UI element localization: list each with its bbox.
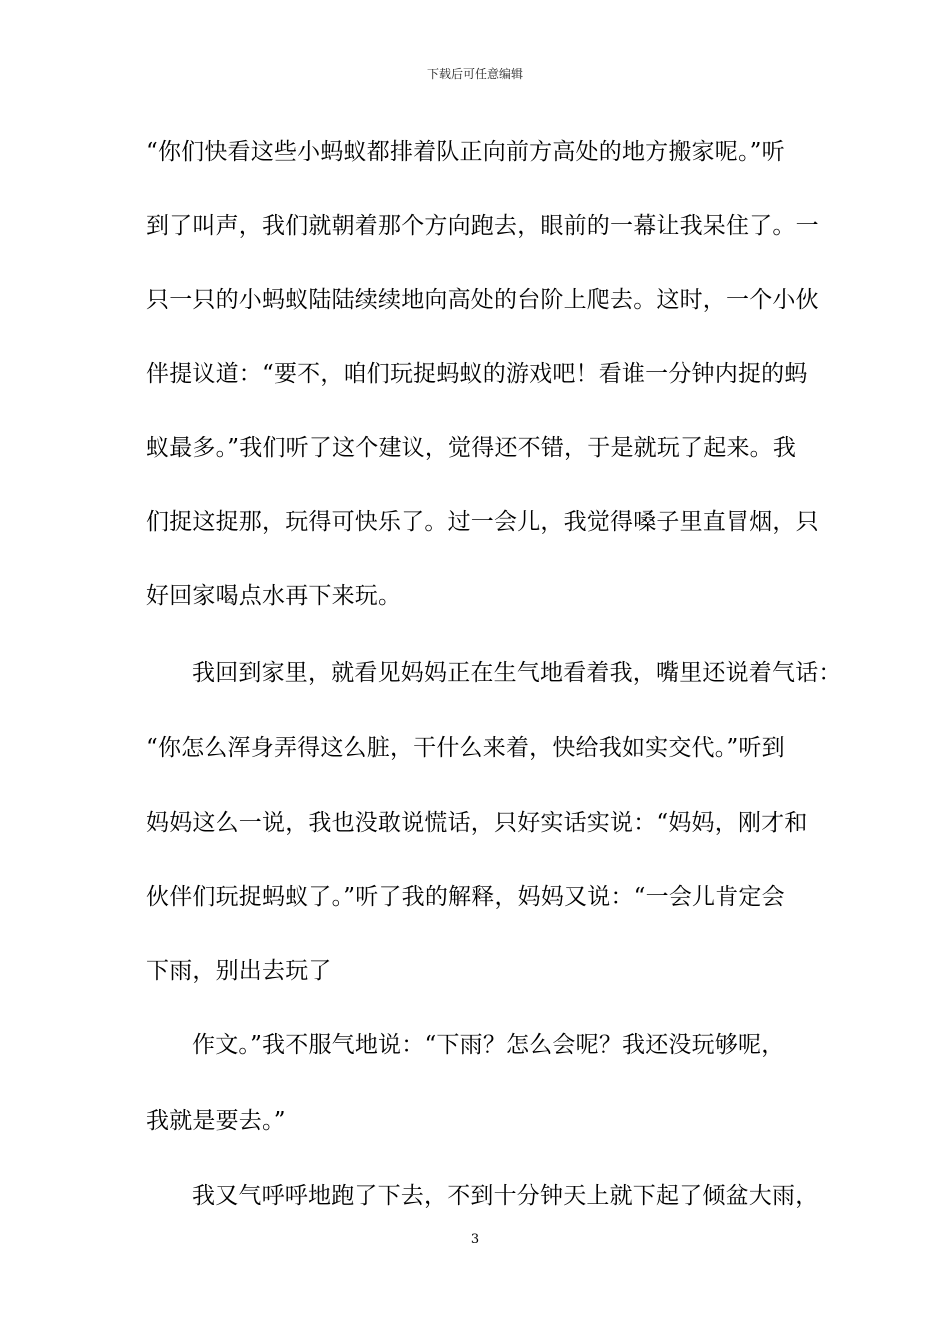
body-line-11: 伙伴们玩捉蚂蚁了。”听了我的解释，妈妈又说：“一会儿肯定会 <box>146 884 785 910</box>
body-line-9: “你怎么浑身弄得这么脏，干什么来着，快给我如实交代。”听到 <box>146 735 785 761</box>
body-line-5: 蚁最多。”我们听了这个建议，觉得还不错，于是就玩了起来。我 <box>146 435 797 461</box>
body-line-15: 我又气呼呼地跑了下去，不到十分钟天上就下起了倾盆大雨， <box>192 1183 819 1209</box>
body-line-2: 到了叫声，我们就朝着那个方向跑去，眼前的一幕让我呆住了。一 <box>146 213 819 239</box>
body-line-12: 下雨，别出去玩了 <box>146 958 332 984</box>
body-line-13: 作文。”我不服气地说：“下雨？怎么会呢？我还没玩够呢， <box>192 1032 785 1058</box>
body-line-1: “你们快看这些小蚂蚁都排着队正向前方高处的地方搬家呢。”听 <box>146 139 785 165</box>
body-line-10: 妈妈这么一说，我也没敢说慌话，只好实话实说：“妈妈，刚才和 <box>146 810 808 836</box>
body-line-14: 我就是要去。” <box>146 1108 286 1134</box>
page-header: 下载后可任意编辑 <box>426 67 523 81</box>
body-line-4: 伴提议道：“要不，咱们玩捉蚂蚁的游戏吧！看谁一分钟内捉的蚂 <box>146 361 808 387</box>
body-line-6: 们捉这捉那，玩得可快乐了。过一会儿，我觉得嗓子里直冒烟，只 <box>146 509 819 535</box>
page-number: 3 <box>470 1232 480 1247</box>
body-line-8: 我回到家里，就看见妈妈正在生气地看着我，嘴里还说着气话： <box>192 660 842 686</box>
body-line-3: 只一只的小蚂蚁陆陆续续地向高处的台阶上爬去。这时，一个小伙 <box>146 287 819 313</box>
body-line-7: 好回家喝点水再下来玩。 <box>146 583 402 609</box>
